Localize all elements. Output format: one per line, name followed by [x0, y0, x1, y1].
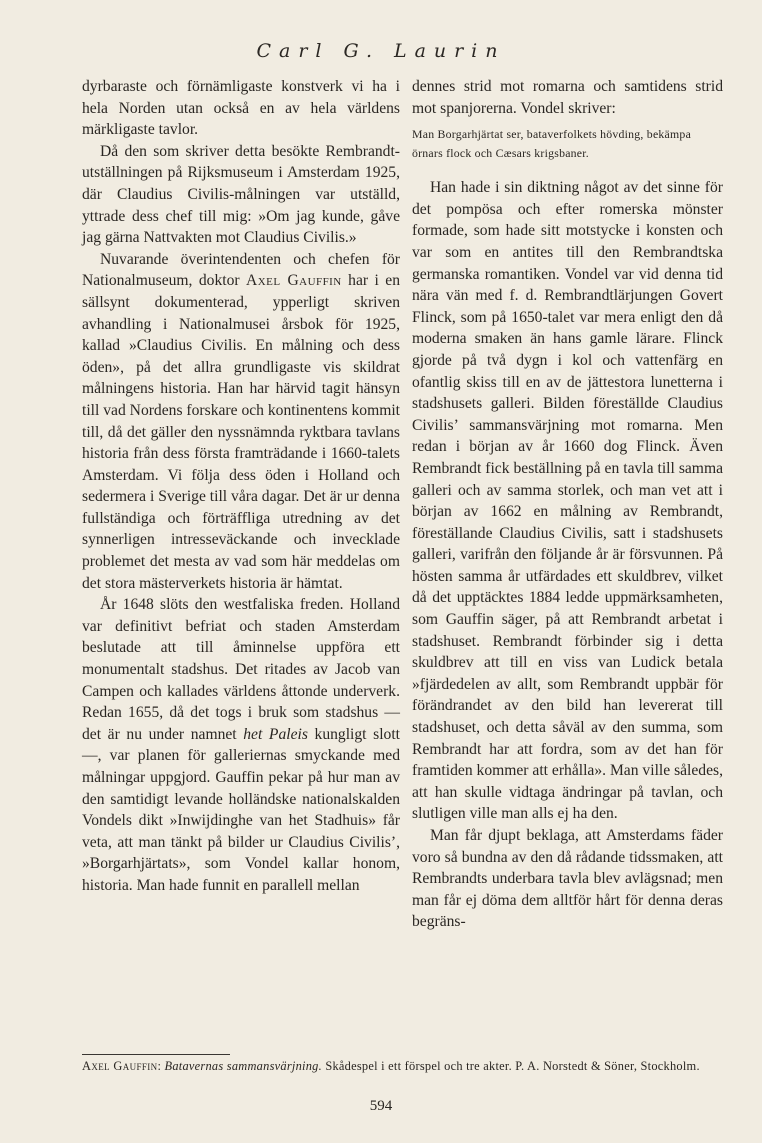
paragraph: dyrbaraste och förnämligaste konstverk vi ha i hela Norden utan också en av hela världens märkligaste tavlor. [82, 78, 400, 139]
paragraph: Man får djupt beklaga, att Amsterdams fäder voro så bundna av den då rådande tidssmaken, att Rembrandts underbara tavla blev avlägsnad; men man får ej döma dem alltför hårt för denna deras begräns- [412, 827, 723, 931]
left-column [82, 76, 400, 897]
footnote [82, 1058, 732, 1075]
author-name: Axel Gauffin [246, 272, 342, 290]
footnote-title: Batavernas sammansvärjning. [164, 1059, 322, 1073]
paragraph: Han hade i sin diktning något av det sinne för det pompösa och efter romerska mönster formade, som hade sitt motstycke i konsten och var som en antites till den Rembrandtska germanska romantiken. Vondel var vid denna tid nära vän med f. d. Rembrandtlärjungen Govert Flinck, som på 1650-talet var mera enligt den då moderna smaken än hans gamle lärare. Flinck gjorde på två dygn i kol och vattenfärg en ofantlig skiss till en av de jättestora lunetterna i stadshusets galleri. Bilden föreställde Claudius Civilis’ sammansvärjning mot romarna. Men redan i början av år 1660 dog Flinck. Även Rembrandt fick beställning på en tavla till samma galleri och av samma storlek, och man vet att i början av 1662 en målning av Rembrandt, föreställande Claudius Civilis, satt i stadshusets galleri, varifrån den följande år är försvunnen. På hösten samma år utfärdades ett skuldbrev, vilket då det upptäcktes 1884 ledde uppmärksamheten, som Gauffin säger, på att Rembrandt arbetat i stadshuset. Rembrandt förbinder sig i detta skuldbrev att till en viss van Ludick betala »fjärdedelen av allt, som Rembrandt uppbär för förändrandet av den bild han levererat till stadshuset, och detta såväl av den summa, som Rembrandt har att fordra, som av det han för framtiden kommer att erhålla». Man ville således, att han skulle vidtaga ändringar på tavlan, och slutligen ville man alls ej ha den. [412, 179, 723, 823]
right-column [412, 76, 723, 933]
footnote-sep: : [157, 1059, 165, 1073]
footnote-rule [82, 1054, 230, 1055]
footnote-author: Axel Gauffin [82, 1059, 158, 1073]
paragraph: dennes strid mot romarna och samtidens strid mot spanjorerna. Vondel skriver: [412, 78, 723, 117]
text-run: Nuvarande överintendenten och chefen för Nationalmuseum, doktor [82, 250, 400, 290]
page-number: 594 [369, 1098, 393, 1114]
paragraph [82, 594, 400, 896]
paragraph [82, 249, 400, 595]
footnote-rest: Skådespel i ett förspel och tre akter. P. A. Norstedt & Söner, Stockholm. [321, 1059, 700, 1073]
paragraph: Då den som skriver detta besökte Rembrandt-utställningen på Rijksmuseum i Amsterdam 1925, där Claudius Civilis-målningen var utställd, yttrade dess chef till mig: »Om jag kunde, gåve jag gärna Nattvakten mot Claudius Civilis.» [82, 142, 400, 247]
text-run: År 1648 slöts den westfaliska freden. Holland var definitivt befriat och staden Amsterdam beslutade att till åminnelse uppföra ett monumentalt stadshus. Det ritades av Jacob van Campen och kallades världens åttonde underverk. Redan 1655, då det togs i bruk som stadshus — det är nu under namnet [82, 596, 400, 743]
text-run: kungligt slott —, var planen för galleriernas smyckande med målningar uppgjord. Gauffin pekar på hur man av den samtidigt levande holländske nationalskalden Vondels dikt »Inwijdinghe van het Stadhuis» får veta, att man tänkt på bilder ur Claudius Civilis’, »Borgarhjärtats», som Vondel kallar honom, historia. Man hade funnit en parallell mellan [82, 725, 400, 894]
text-run: har i en sällsynt dokumenterad, ypperligt skriven avhandling i Nationalmusei årsbok för 1925, kallad »Claudius Civilis. En målning och dess öden», på det allra grundligaste vis skildrat målningens historia. Han har härvid tagit hänsyn till vad Nordens forskare och kontinentens kommit till, då det gäller den nyssnämnda ryktbara tavlans historia från dess första framträdande i 1660-talets Amsterdam. Vi följa dess öden i Holland och sedermera i Sverige till våra dagar. Det är ur denna fullständiga och förträffliga utredning av det synnerligen intresseväckande och invecklade problemet det mesta av vad som här meddelas om det stora mästerverkets historia är hämtat. [82, 272, 400, 592]
italic-term: het Paleis [243, 725, 308, 743]
running-head: Carl G. Laurin [256, 40, 506, 62]
verse-quote: Man Borgarhjärtat ser, bataverfolkets hövding, bekämpa örnars flock och Cæsars krigsbaner. [412, 127, 692, 161]
